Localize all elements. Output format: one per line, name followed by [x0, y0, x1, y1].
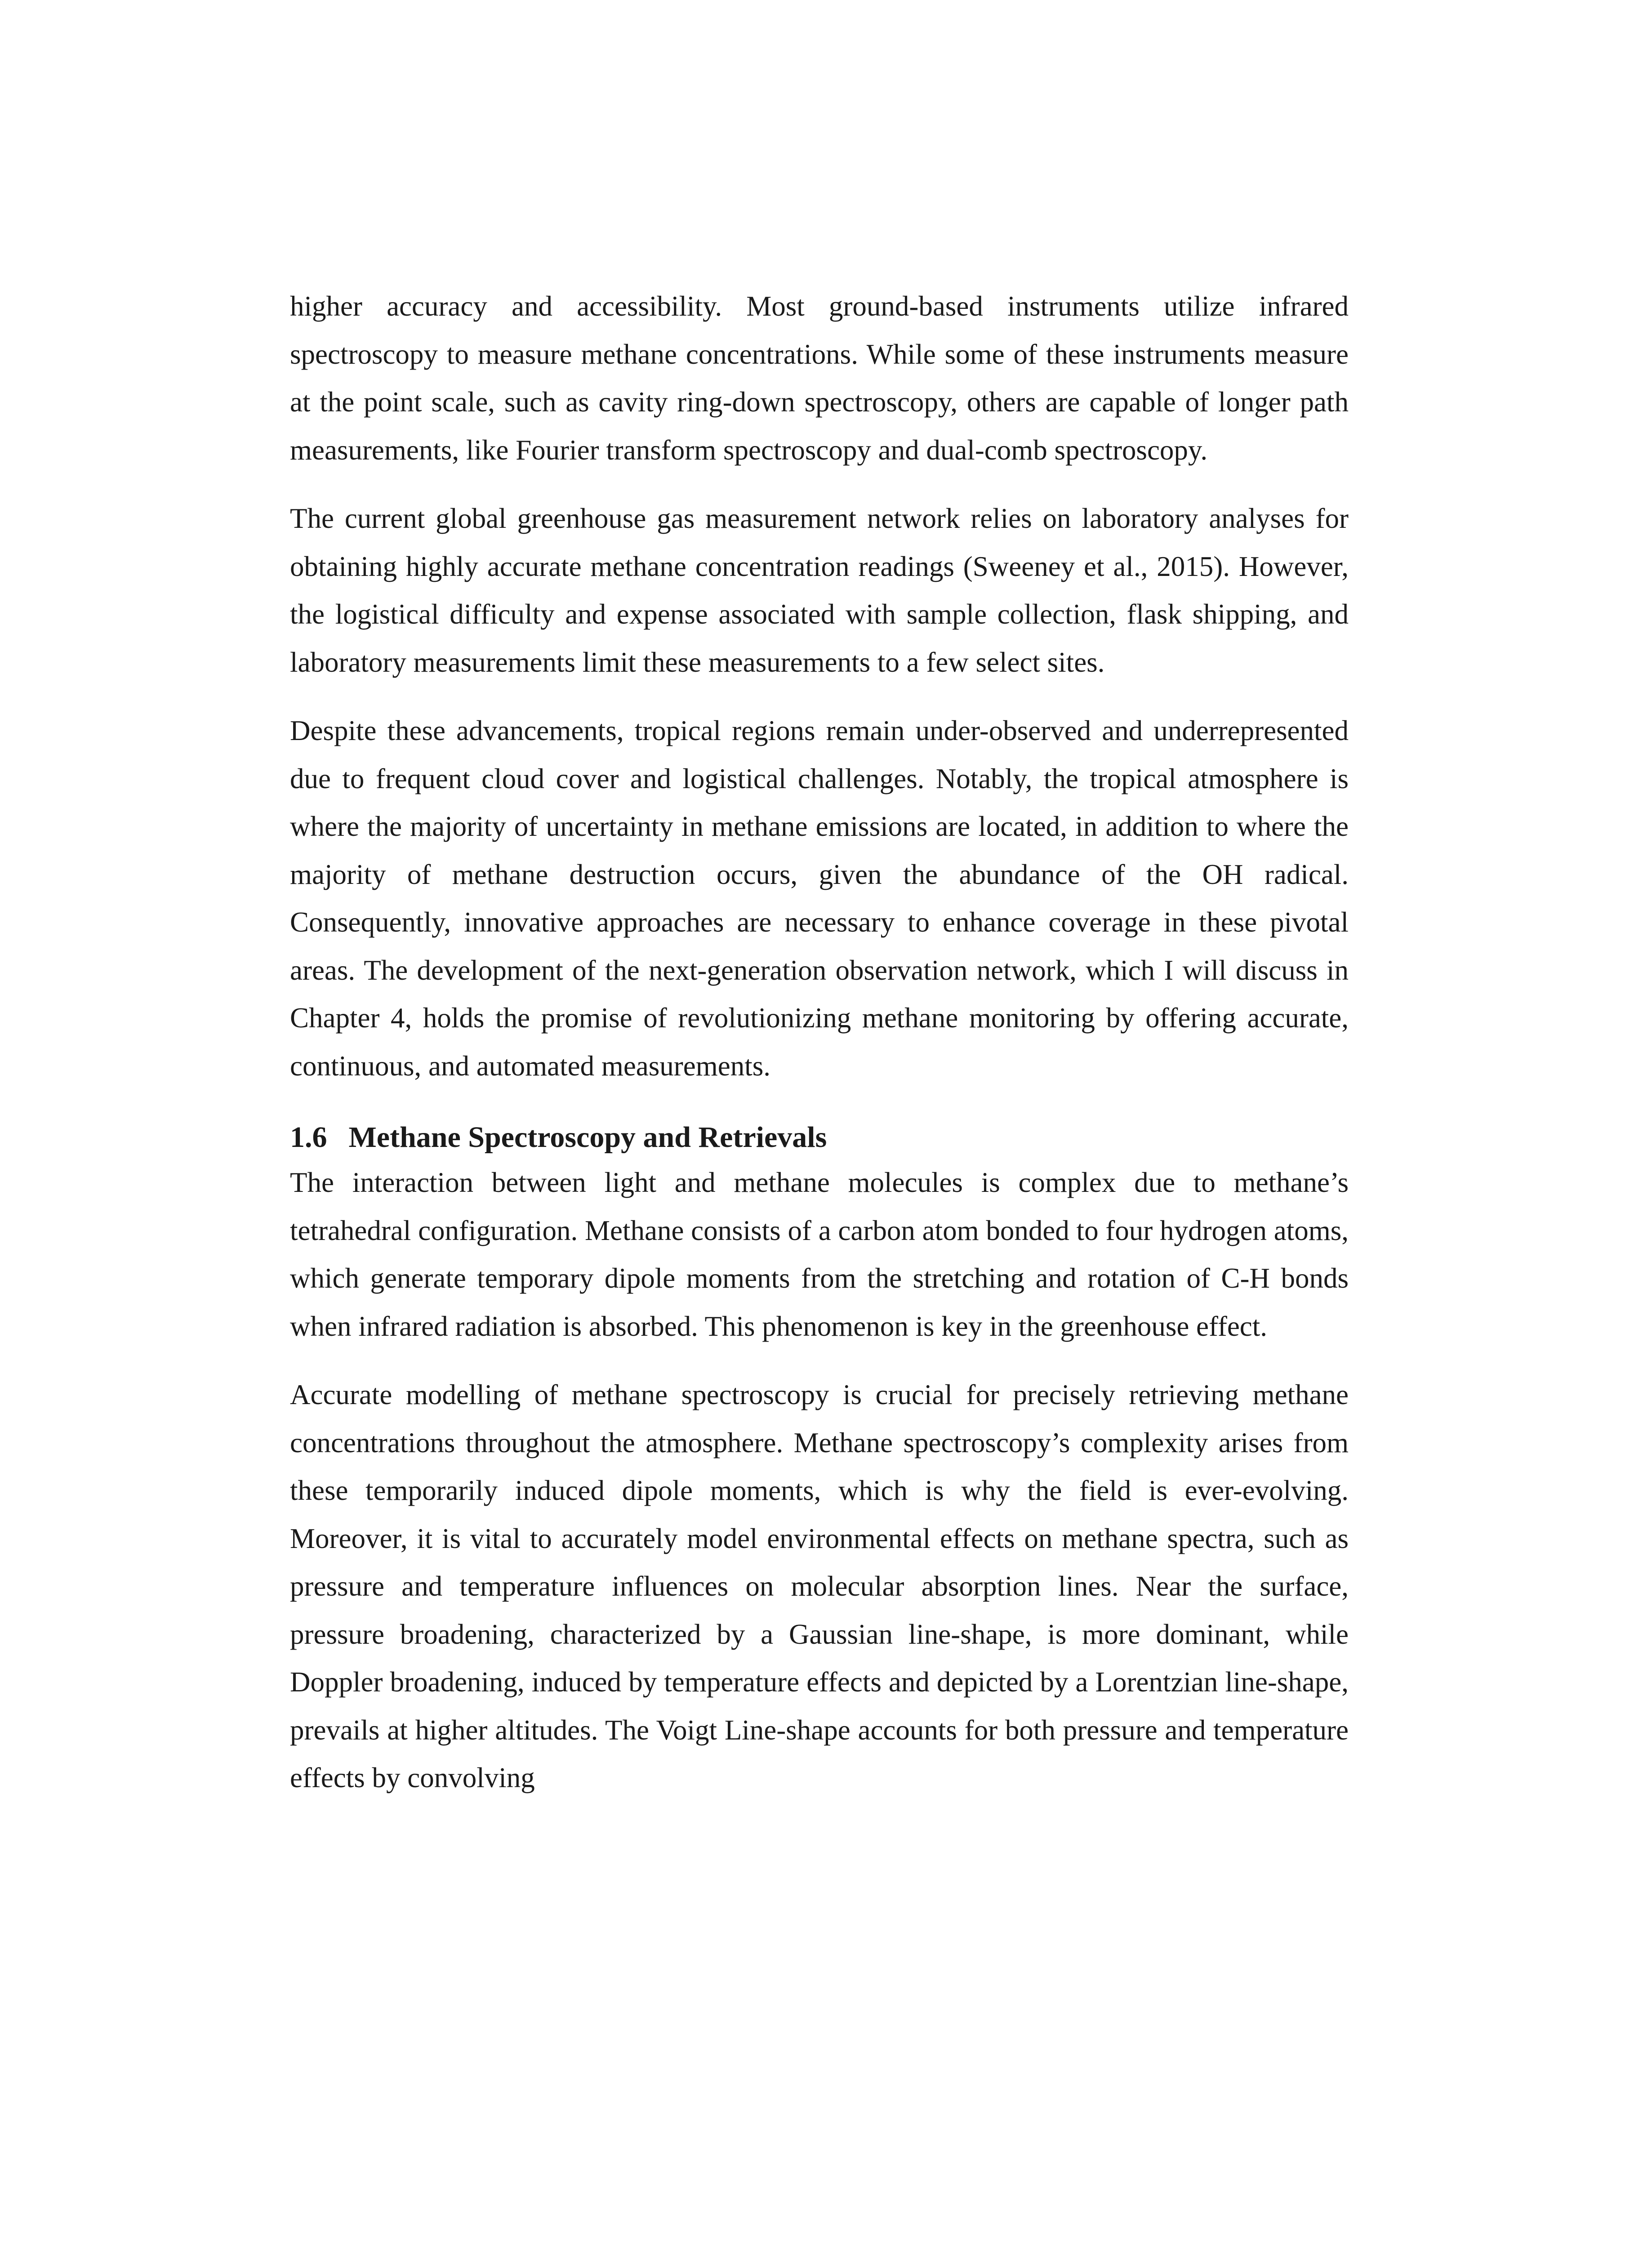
paragraph-ground-based-instruments: higher accuracy and accessibility. Most ground-based instruments utilize infrared spectroscopy to measure methane concentrations. While some of these instruments measure at the point scale, such as cavity ring-down spectroscopy, others are capable of longer path measurements, like Fourier transform spectroscopy and dual-comb spectroscopy.: [290, 290, 1349, 466]
section-title: Methane Spectroscopy and Retrievals: [348, 1121, 827, 1154]
section-number: 1.6: [290, 1121, 327, 1154]
paragraph-spectroscopy-modelling: Accurate modelling of methane spectroscopy is crucial for precisely retrieving methane concentrations throughout the atmosphere. Methane spectroscopy’s complexity arises from these temporarily induced dipole moments, which is why the field is ever-evolving. Moreover, it is vital to accurately model environmental effects on methane spectra, such as pressure and temperature influences on molecular absorption lines. Near the surface, pressure broadening, characterized by a Gaussian line-shape, is more dominant, while Doppler broadening, induced by temperature effects and depicted by a Lorentzian line-shape, prevails at higher altitudes. The Voigt Line-shape accounts for both pressure and temperature effects by convolving: [290, 1379, 1349, 1793]
paragraph-measurement-network: The current global greenhouse gas measurement network relies on laboratory analyses for obtaining highly accurate methane concentration readings (Sweeney et al., 2015). However, the logistical difficulty and expense associated with sample collection, flask shipping, and laboratory measurements limit these measurements to a few select sites.: [290, 503, 1349, 678]
page-body: [290, 282, 1349, 1802]
paragraph-light-methane-interaction: The interaction between light and methane molecules is complex due to methane’s tetrahedral configuration. Methane consists of a carbon atom bonded to four hydrogen atoms, which generate temporary dipole moments from the stretching and rotation of C-H bonds when infrared radiation is absorbed. This phenomenon is key in the greenhouse effect.: [290, 1167, 1349, 1342]
paragraph-tropical-regions: Despite these advancements, tropical regions remain under-observed and underrepresented due to frequent cloud cover and logistical challenges. Notably, the tropical atmosphere is where the majority of uncertainty in methane emissions are located, in addition to where the majority of methane destruction occurs, given the abundance of the OH radical. Consequently, innovative approaches are necessary to enhance coverage in these pivotal areas. The development of the next-generation observation network, which I will discuss in Chapter 4, holds the promise of revolutionizing methane monitoring by offering accurate, continuous, and automated measurements.: [290, 715, 1349, 1082]
section-heading: [290, 1116, 1349, 1159]
